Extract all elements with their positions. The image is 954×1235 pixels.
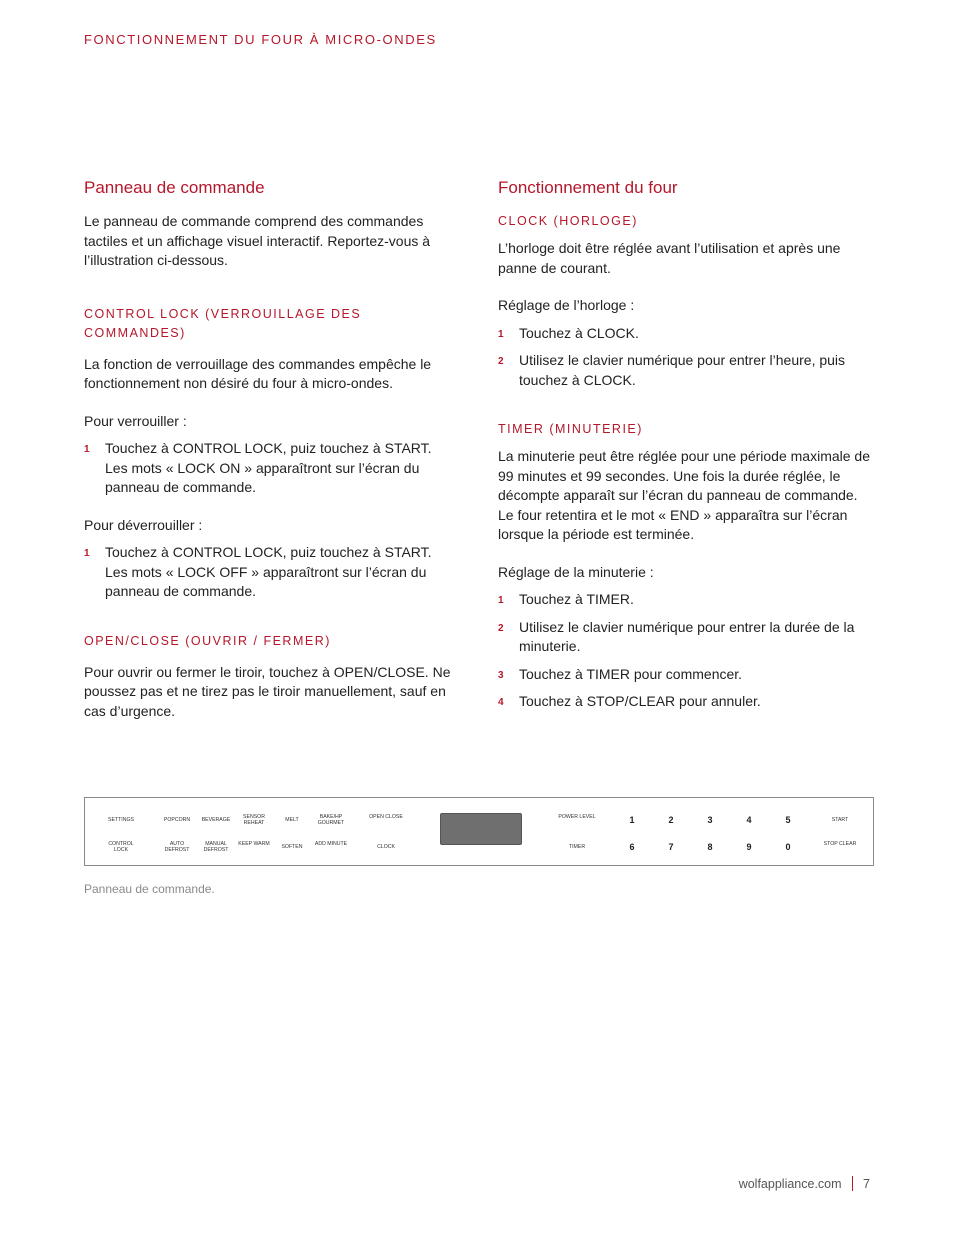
clock-text: L’horloge doit être réglée avant l’utilisation et après une panne de courant. bbox=[498, 240, 841, 276]
step-text: Touchez à STOP/CLEAR pour annuler. bbox=[519, 693, 761, 709]
panel-digit-0[interactable]: 0 bbox=[785, 842, 791, 852]
panel-open-close-button[interactable]: OPEN CLOSE bbox=[369, 814, 403, 820]
panel-digit-2[interactable]: 2 bbox=[668, 815, 674, 825]
list-item bbox=[84, 439, 456, 498]
panel-digit-1[interactable]: 1 bbox=[629, 815, 635, 825]
running-head: FONCTIONNEMENT DU FOUR À MICRO-ONDES bbox=[84, 32, 437, 47]
panel-stop-clear-button[interactable]: STOP CLEAR bbox=[823, 841, 857, 847]
panel-keep-warm-button[interactable]: KEEP WARM bbox=[238, 841, 270, 847]
panel-auto-defrost-button[interactable]: AUTO DEFROST bbox=[164, 841, 190, 853]
panel-manual-defrost-button[interactable]: MANUAL DEFROST bbox=[203, 841, 229, 853]
panel-digit-3[interactable]: 3 bbox=[707, 815, 713, 825]
panel-popcorn-button[interactable]: POPCORN bbox=[163, 817, 191, 823]
timer-heading: TIMER (MINUTERIE) bbox=[498, 422, 643, 436]
timer-label: Réglage de la minuterie : bbox=[498, 563, 654, 580]
control-panel-illustration bbox=[84, 797, 874, 866]
step-text: Touchez à TIMER pour commencer. bbox=[519, 665, 743, 682]
step-number: 1 bbox=[498, 595, 504, 606]
panel-control-lock-button[interactable]: CONTROL LOCK bbox=[108, 841, 134, 853]
panel-sensor-reheat-button[interactable]: SENSOR REHEAT bbox=[243, 814, 265, 826]
list-item bbox=[498, 324, 870, 344]
timer-text: La minuterie peut être réglée pour une période maximale de 99 minutes et 99 secondes. Une fois la durée réglée, le décompte apparaît sur l’écran du panneau de commande. Le four retentira et le mot « END » apparaîtra sur l’écran lorsque la période est terminée. bbox=[498, 448, 871, 542]
step-number: 4 bbox=[498, 697, 504, 708]
unlock-steps bbox=[84, 543, 456, 602]
clock-steps bbox=[498, 324, 870, 391]
panel-timer-button[interactable]: TIMER bbox=[568, 844, 586, 850]
list-item bbox=[498, 351, 870, 390]
panel-digit-8[interactable]: 8 bbox=[707, 842, 713, 852]
step-number: 2 bbox=[498, 622, 504, 634]
list-item bbox=[498, 665, 870, 685]
panel-power-level-button[interactable]: POWER LEVEL bbox=[558, 814, 596, 820]
control-panel-intro: Le panneau de commande comprend des commandes tactiles et un affichage visuel interactif. Reportez-vous à l’illustration ci-dessous. bbox=[84, 213, 431, 268]
panel-digit-6[interactable]: 6 bbox=[629, 842, 635, 852]
step-text: Touchez à CONTROL LOCK, puiz touchez à START. Les mots « LOCK ON » apparaîtront sur l’écran du panneau de commande. bbox=[105, 440, 432, 495]
clock-label: Réglage de l’horloge : bbox=[498, 297, 635, 313]
list-item bbox=[498, 590, 870, 610]
open-close-text: Pour ouvrir ou fermer le tiroir, touchez à OPEN/CLOSE. Ne poussez pas et ne tirez pas le tiroir manuellement, sauf en cas d’urgence. bbox=[84, 663, 451, 719]
lock-label: Pour verrouiller : bbox=[84, 412, 187, 429]
step-text: Utilisez le clavier numérique pour entrer l’heure, puis touchez à CLOCK. bbox=[519, 352, 846, 388]
list-item bbox=[498, 692, 870, 712]
panel-melt-button[interactable]: MELT bbox=[285, 817, 299, 823]
step-text: Utilisez le clavier numérique pour entrer la durée de la minuterie. bbox=[519, 618, 855, 654]
footer-site: wolfappliance.com bbox=[738, 1176, 842, 1191]
control-lock-text: La fonction de verrouillage des commandes empêche le fonctionnement non désiré du four à micro-ondes. bbox=[84, 355, 432, 391]
clock-heading: CLOCK (HORLOGE) bbox=[498, 214, 638, 228]
step-text: Touchez à TIMER. bbox=[519, 591, 634, 607]
left-column bbox=[84, 178, 456, 721]
page-number: 7 bbox=[863, 1176, 870, 1191]
panel-digit-7[interactable]: 7 bbox=[668, 842, 674, 852]
panel-soften-button[interactable]: SOFTEN bbox=[281, 844, 303, 850]
panel-settings-button[interactable]: SETTINGS bbox=[108, 817, 134, 823]
step-number: 3 bbox=[498, 669, 504, 681]
panel-digit-4[interactable]: 4 bbox=[746, 815, 752, 825]
step-number: 1 bbox=[498, 328, 504, 340]
step-number: 2 bbox=[498, 356, 504, 367]
right-column bbox=[498, 178, 870, 720]
panel-gourmet-button[interactable]: BAKE/HP GOURMET bbox=[317, 814, 345, 826]
panel-digit-9[interactable]: 9 bbox=[746, 842, 752, 852]
footer-divider bbox=[852, 1176, 854, 1191]
step-text: Touchez à CLOCK. bbox=[519, 324, 639, 341]
lock-steps bbox=[84, 439, 456, 498]
panel-display bbox=[440, 813, 522, 845]
control-lock-heading: CONTROL LOCK (VERROUILLAGE DES COMMANDES) bbox=[84, 306, 362, 340]
step-number: 1 bbox=[84, 444, 90, 455]
step-number: 1 bbox=[84, 548, 90, 559]
list-item bbox=[84, 543, 456, 602]
section-title-oven-operation: Fonctionnement du four bbox=[498, 178, 678, 197]
panel-add-minute-button[interactable]: ADD MINUTE bbox=[314, 841, 348, 847]
timer-steps bbox=[498, 590, 870, 712]
panel-clock-button[interactable]: CLOCK bbox=[377, 844, 395, 850]
open-close-heading: OPEN/CLOSE (OUVRIR / FERMER) bbox=[84, 633, 331, 648]
panel-digit-5[interactable]: 5 bbox=[785, 815, 791, 825]
section-title-control-panel: Panneau de commande bbox=[84, 178, 265, 197]
figure-caption: Panneau de commande. bbox=[84, 882, 215, 896]
list-item bbox=[498, 618, 870, 657]
unlock-label: Pour déverrouiller : bbox=[84, 516, 203, 533]
step-text: Touchez à CONTROL LOCK, puiz touchez à START. Les mots « LOCK OFF » apparaîtront sur l’écran du panneau de commande. bbox=[105, 544, 432, 599]
panel-start-button[interactable]: START bbox=[831, 817, 849, 823]
page-footer bbox=[739, 1176, 870, 1191]
panel-beverage-button[interactable]: BEVERAGE bbox=[201, 817, 231, 823]
